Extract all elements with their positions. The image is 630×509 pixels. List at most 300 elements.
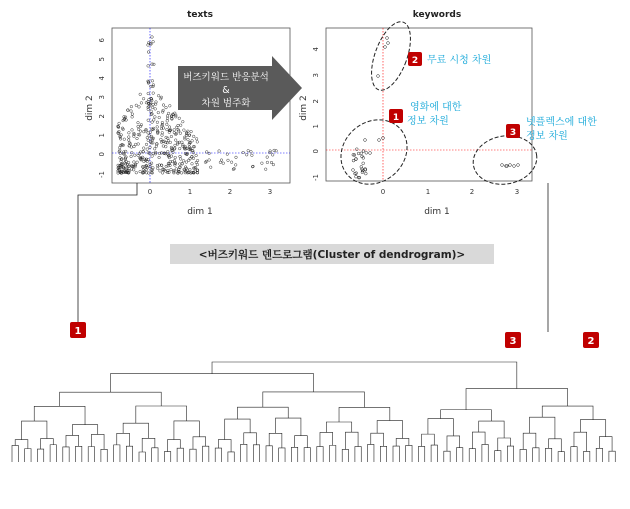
dendrogram-link bbox=[428, 419, 453, 436]
text-point bbox=[127, 139, 130, 142]
text-point bbox=[133, 145, 136, 148]
text-point bbox=[264, 168, 267, 171]
text-point bbox=[179, 132, 182, 135]
text-point bbox=[156, 126, 159, 129]
keywords-ylabel: dim 2 bbox=[299, 95, 309, 121]
dendrogram-link bbox=[88, 447, 94, 462]
dendrogram-link bbox=[136, 406, 187, 423]
text-point bbox=[130, 110, 133, 113]
dendrogram-link bbox=[34, 406, 85, 424]
dendrogram-link bbox=[520, 449, 526, 462]
texts-ytick: 6 bbox=[98, 38, 106, 43]
text-point bbox=[183, 129, 186, 132]
text-point bbox=[175, 168, 178, 171]
dendrogram-link bbox=[431, 445, 437, 462]
dendrogram-link bbox=[342, 449, 348, 462]
text-point bbox=[173, 129, 176, 132]
dendrogram-link bbox=[368, 444, 374, 462]
text-point bbox=[178, 117, 181, 120]
dendrogram-title-bar bbox=[170, 244, 494, 264]
keyword-point bbox=[360, 152, 363, 155]
text-point bbox=[191, 140, 194, 143]
keywords-ytick: 3 bbox=[312, 73, 320, 78]
dendrogram-link bbox=[558, 452, 564, 462]
keywords-xtick: 3 bbox=[514, 188, 520, 196]
dendro-badge-3-number: 3 bbox=[509, 336, 517, 347]
cluster-1-tag bbox=[389, 100, 462, 127]
text-point bbox=[178, 147, 181, 150]
keyword-point bbox=[517, 164, 520, 167]
keywords-ytick: -1 bbox=[312, 174, 320, 181]
dendrogram-link bbox=[15, 440, 28, 449]
keyword-point bbox=[369, 152, 372, 155]
cluster-1-label-line2: 정보 차원 bbox=[407, 116, 449, 127]
arrow-text-line1: 버즈키워드 반응분석 bbox=[183, 72, 269, 83]
dendrogram-link bbox=[123, 423, 148, 438]
dendrogram-link bbox=[50, 445, 56, 462]
text-point bbox=[174, 156, 177, 159]
text-point bbox=[179, 155, 182, 158]
text-point bbox=[161, 111, 164, 114]
dendrogram-link bbox=[91, 434, 104, 449]
text-point bbox=[147, 92, 150, 95]
text-point bbox=[154, 108, 157, 111]
texts-ytick: 2 bbox=[98, 114, 106, 119]
text-point bbox=[147, 80, 150, 83]
dendrogram-link bbox=[76, 446, 82, 462]
dendrogram-link bbox=[396, 438, 409, 446]
dendrogram-link bbox=[164, 452, 170, 462]
dendrogram-link bbox=[355, 447, 361, 462]
dendrogram-link bbox=[241, 444, 247, 462]
keyword-point bbox=[509, 164, 512, 167]
dendrogram-link bbox=[114, 445, 120, 462]
texts-ytick: -1 bbox=[98, 171, 106, 178]
text-point bbox=[131, 129, 134, 132]
dendrogram-link bbox=[542, 406, 593, 420]
text-point bbox=[130, 146, 133, 149]
dendrogram-title: <버즈키워드 덴드로그램(Cluster of dendrogram)> bbox=[198, 249, 466, 261]
text-point bbox=[242, 151, 245, 154]
dendro-badge-1 bbox=[70, 322, 86, 338]
dendrogram-link bbox=[25, 449, 31, 462]
dendrogram-link bbox=[193, 437, 206, 449]
dendrogram-link bbox=[215, 448, 221, 462]
text-point bbox=[142, 97, 145, 100]
text-point bbox=[208, 159, 211, 162]
text-point bbox=[139, 130, 142, 133]
dendrogram bbox=[12, 362, 615, 462]
text-point bbox=[139, 93, 142, 96]
cluster-1-label-line1: 영화에 대한 bbox=[410, 102, 462, 113]
text-point bbox=[151, 36, 154, 39]
dendrogram-link bbox=[203, 446, 209, 462]
dendrogram-link bbox=[12, 445, 18, 462]
dendrogram-link bbox=[177, 448, 183, 462]
connector-cluster-1 bbox=[78, 183, 137, 322]
text-point bbox=[137, 143, 140, 146]
dendrogram-link bbox=[320, 432, 333, 446]
keyword-point bbox=[355, 175, 358, 178]
dendrogram-link bbox=[393, 446, 399, 462]
keywords-ytick: 4 bbox=[312, 47, 320, 52]
dendrogram-link bbox=[418, 446, 424, 462]
text-point bbox=[149, 131, 152, 134]
dendrogram-link bbox=[72, 425, 97, 436]
text-point bbox=[134, 154, 137, 157]
text-point bbox=[137, 121, 140, 124]
texts-xtick: 2 bbox=[227, 188, 233, 196]
dendrogram-link bbox=[37, 449, 43, 462]
text-point bbox=[161, 172, 164, 175]
text-point bbox=[205, 151, 208, 154]
text-point bbox=[195, 138, 198, 141]
dendrogram-link bbox=[139, 452, 145, 462]
text-point bbox=[139, 170, 142, 173]
arrow-text-line3: 차원 범주화 bbox=[201, 98, 251, 109]
text-point bbox=[180, 172, 183, 175]
keyword-point bbox=[361, 171, 364, 174]
keyword-point bbox=[513, 165, 516, 168]
dendro-badge-2-number: 2 bbox=[587, 336, 595, 347]
dendrogram-link bbox=[279, 448, 285, 462]
text-point bbox=[266, 161, 269, 164]
text-point bbox=[133, 161, 136, 164]
dendrogram-link bbox=[225, 419, 250, 439]
keyword-point bbox=[501, 164, 504, 167]
text-point bbox=[162, 104, 165, 107]
dendrogram-link bbox=[101, 449, 107, 462]
text-point bbox=[174, 144, 177, 147]
text-point bbox=[123, 138, 126, 141]
text-point bbox=[135, 104, 138, 107]
text-point bbox=[138, 106, 141, 109]
dendrogram-link bbox=[545, 448, 551, 462]
texts-xtick: 1 bbox=[187, 188, 193, 196]
text-point bbox=[158, 116, 161, 119]
text-point bbox=[170, 135, 173, 138]
text-point bbox=[156, 167, 159, 170]
keyword-point bbox=[352, 169, 355, 172]
arrow-shape bbox=[178, 56, 302, 120]
text-point bbox=[178, 168, 181, 171]
dendrogram-link bbox=[326, 422, 351, 432]
text-point bbox=[135, 171, 138, 174]
keywords-ytick: 1 bbox=[312, 124, 320, 129]
dendrogram-link bbox=[380, 446, 386, 462]
text-point bbox=[182, 160, 185, 163]
text-point bbox=[157, 111, 160, 114]
dendrogram-link bbox=[530, 417, 555, 439]
text-point bbox=[195, 161, 198, 164]
keyword-point bbox=[362, 162, 365, 165]
text-point bbox=[167, 150, 170, 153]
text-point bbox=[145, 143, 148, 146]
dendro-badge-3 bbox=[505, 332, 521, 348]
text-point bbox=[182, 120, 185, 123]
dendrogram-link bbox=[444, 451, 450, 462]
dendrogram-link bbox=[304, 448, 310, 462]
cluster-2-tag bbox=[408, 52, 491, 66]
dendrogram-link bbox=[422, 434, 435, 446]
dendrogram-link bbox=[228, 452, 234, 462]
text-point bbox=[234, 164, 237, 167]
text-point bbox=[127, 161, 130, 164]
dendrogram-link bbox=[472, 432, 485, 449]
text-point bbox=[118, 122, 121, 125]
text-point bbox=[185, 161, 188, 164]
dendrogram-link bbox=[142, 438, 155, 452]
arrow-text-line2: & bbox=[222, 85, 230, 96]
text-point bbox=[167, 112, 170, 115]
text-point bbox=[147, 65, 150, 68]
keyword-point bbox=[357, 152, 360, 155]
text-point bbox=[173, 159, 176, 162]
dendrogram-link bbox=[523, 433, 536, 449]
dendrogram-link bbox=[339, 407, 390, 422]
text-point bbox=[131, 113, 134, 116]
text-point bbox=[136, 161, 139, 164]
process-arrow bbox=[178, 56, 302, 120]
dendrogram-link bbox=[66, 435, 79, 446]
keywords-xtick: 1 bbox=[425, 188, 431, 196]
text-point bbox=[208, 152, 211, 155]
text-point bbox=[158, 156, 161, 159]
text-point bbox=[154, 116, 157, 119]
text-point bbox=[119, 138, 122, 141]
text-point bbox=[174, 133, 177, 136]
cluster-2-label: 무료 시청 차원 bbox=[427, 55, 492, 66]
text-point bbox=[179, 124, 182, 127]
text-point bbox=[157, 94, 160, 97]
text-point bbox=[235, 156, 238, 159]
keywords-xtick: 2 bbox=[469, 188, 475, 196]
text-point bbox=[233, 167, 236, 170]
dendrogram-link bbox=[253, 445, 259, 462]
dendrogram-link bbox=[126, 446, 132, 462]
keyword-point bbox=[386, 37, 389, 40]
dendrogram-link bbox=[117, 433, 130, 446]
texts-ytick: 0 bbox=[98, 152, 106, 157]
dendrogram-link bbox=[218, 440, 231, 452]
dendrogram-link bbox=[549, 439, 562, 452]
text-point bbox=[196, 159, 199, 162]
texts-xtick: 3 bbox=[267, 188, 273, 196]
texts-ytick: 1 bbox=[98, 133, 106, 138]
texts-ytick: 3 bbox=[98, 95, 106, 100]
text-point bbox=[195, 154, 198, 157]
text-point bbox=[151, 106, 154, 109]
dendro-badge-2 bbox=[583, 332, 599, 348]
text-point bbox=[209, 166, 212, 169]
text-point bbox=[166, 128, 169, 131]
cluster-3-label-line1: 넷플렉스에 대한 bbox=[526, 117, 597, 128]
text-point bbox=[130, 105, 133, 108]
text-point bbox=[269, 151, 272, 154]
text-point bbox=[156, 121, 159, 124]
dendrogram-link bbox=[345, 432, 358, 449]
text-point bbox=[160, 138, 163, 141]
text-point bbox=[136, 137, 139, 140]
text-point bbox=[142, 150, 145, 153]
text-point bbox=[146, 148, 149, 151]
texts-xlabel: dim 1 bbox=[187, 207, 213, 217]
dendrogram-link bbox=[212, 362, 517, 389]
text-point bbox=[184, 136, 187, 139]
text-point bbox=[270, 161, 273, 164]
text-point bbox=[152, 84, 155, 87]
dendrogram-link bbox=[584, 451, 590, 462]
keyword-point bbox=[387, 42, 390, 45]
cluster-3-label-line2: 정보 차원 bbox=[526, 131, 568, 142]
keyword-point bbox=[378, 139, 381, 142]
text-point bbox=[266, 156, 269, 159]
text-point bbox=[177, 124, 180, 127]
text-point bbox=[146, 136, 149, 139]
text-point bbox=[166, 120, 169, 123]
cluster-3-badge-number: 3 bbox=[509, 128, 517, 138]
texts-ytick: 5 bbox=[98, 57, 106, 62]
text-point bbox=[153, 148, 156, 151]
text-point bbox=[128, 136, 131, 139]
keywords-plot-title: keywords bbox=[412, 10, 462, 20]
text-point bbox=[227, 159, 230, 162]
dendrogram-link bbox=[479, 421, 504, 438]
text-point bbox=[147, 119, 150, 122]
keyword-point bbox=[365, 151, 368, 154]
text-point bbox=[162, 145, 165, 148]
keywords-xtick: 0 bbox=[380, 188, 386, 196]
dendrogram-link bbox=[571, 447, 577, 462]
keywords-ytick: 0 bbox=[312, 149, 320, 154]
dendrogram-link bbox=[41, 439, 54, 449]
dendrogram-link bbox=[457, 448, 463, 462]
dendrogram-link bbox=[237, 407, 288, 419]
text-point bbox=[151, 80, 154, 83]
text-point bbox=[168, 126, 171, 129]
dendrogram-link bbox=[406, 445, 412, 462]
cluster-2-badge-number: 2 bbox=[411, 56, 419, 66]
text-point bbox=[131, 116, 134, 119]
text-point bbox=[153, 119, 156, 122]
keywords-ytick: 2 bbox=[312, 99, 320, 104]
text-point bbox=[251, 154, 254, 157]
dendrogram-link bbox=[609, 451, 615, 462]
keyword-point bbox=[384, 46, 387, 49]
dendrogram-link bbox=[244, 433, 257, 445]
dendrogram-link bbox=[295, 436, 308, 448]
text-point bbox=[245, 154, 248, 157]
keyword-point bbox=[352, 159, 355, 162]
text-point bbox=[170, 168, 173, 171]
dendrogram-link bbox=[482, 444, 488, 462]
text-point bbox=[190, 130, 193, 133]
text-point bbox=[147, 139, 150, 142]
dendrogram-link bbox=[190, 449, 196, 462]
texts-ylabel: dim 2 bbox=[85, 95, 95, 121]
text-point bbox=[187, 138, 190, 141]
cluster-1-badge-number: 1 bbox=[392, 113, 400, 123]
texts-ytick: 4 bbox=[98, 76, 106, 81]
dendrogram-link bbox=[441, 410, 492, 421]
text-point bbox=[222, 162, 225, 165]
text-point bbox=[261, 162, 264, 165]
dendrogram-link bbox=[533, 448, 539, 462]
keywords-plot bbox=[299, 10, 541, 217]
texts-plot bbox=[85, 10, 290, 217]
text-point bbox=[165, 106, 168, 109]
text-point bbox=[152, 40, 155, 43]
text-point bbox=[123, 116, 126, 119]
text-point bbox=[140, 102, 143, 105]
dendrogram-link bbox=[574, 432, 587, 451]
dendrogram-link bbox=[22, 421, 47, 440]
text-point bbox=[196, 141, 199, 144]
dendrogram-link bbox=[377, 421, 402, 439]
dendrogram-link bbox=[580, 420, 605, 437]
dendrogram-link bbox=[498, 438, 511, 451]
text-point bbox=[179, 158, 182, 161]
text-point bbox=[230, 161, 233, 164]
texts-xtick: 0 bbox=[147, 188, 153, 196]
dendro-badge-1-number: 1 bbox=[74, 326, 82, 337]
text-point bbox=[218, 150, 221, 153]
text-point bbox=[128, 132, 131, 135]
dendrogram-link bbox=[469, 449, 475, 462]
text-point bbox=[166, 123, 169, 126]
text-point bbox=[169, 105, 172, 108]
text-point bbox=[151, 155, 154, 158]
text-point bbox=[130, 155, 133, 158]
text-point bbox=[272, 163, 275, 166]
dendrogram-link bbox=[330, 445, 336, 462]
dendrogram-link bbox=[152, 448, 158, 462]
text-point bbox=[153, 63, 156, 66]
text-point bbox=[220, 159, 223, 162]
text-point bbox=[192, 135, 195, 138]
text-point bbox=[142, 147, 145, 150]
dendrogram-link bbox=[495, 451, 501, 462]
dendrogram-link bbox=[447, 436, 460, 451]
keyword-point bbox=[364, 139, 367, 142]
dendrogram-link bbox=[507, 446, 513, 462]
dendrogram-link bbox=[466, 389, 568, 410]
dendrogram-link bbox=[63, 447, 69, 462]
dendrogram-link bbox=[291, 447, 297, 462]
dendrogram-link bbox=[263, 392, 365, 408]
dendrogram-link bbox=[60, 392, 162, 406]
dendrogram-link bbox=[599, 437, 612, 451]
text-point bbox=[159, 170, 162, 173]
text-point bbox=[175, 126, 178, 129]
keyword-point bbox=[377, 75, 380, 78]
text-point bbox=[150, 110, 153, 113]
keyword-point bbox=[364, 172, 367, 175]
keywords-xlabel: dim 1 bbox=[424, 207, 450, 217]
dendrogram-link bbox=[317, 447, 323, 462]
text-point bbox=[137, 125, 140, 128]
dendrogram-link bbox=[596, 448, 602, 462]
dendrogram-link bbox=[168, 440, 181, 452]
text-point bbox=[166, 142, 169, 145]
dendrogram-link bbox=[266, 446, 272, 462]
text-point bbox=[147, 51, 150, 54]
text-point bbox=[151, 113, 154, 116]
text-point bbox=[271, 154, 274, 157]
text-point bbox=[247, 149, 250, 152]
texts-plot-title: texts bbox=[187, 10, 213, 20]
text-point bbox=[165, 145, 168, 148]
